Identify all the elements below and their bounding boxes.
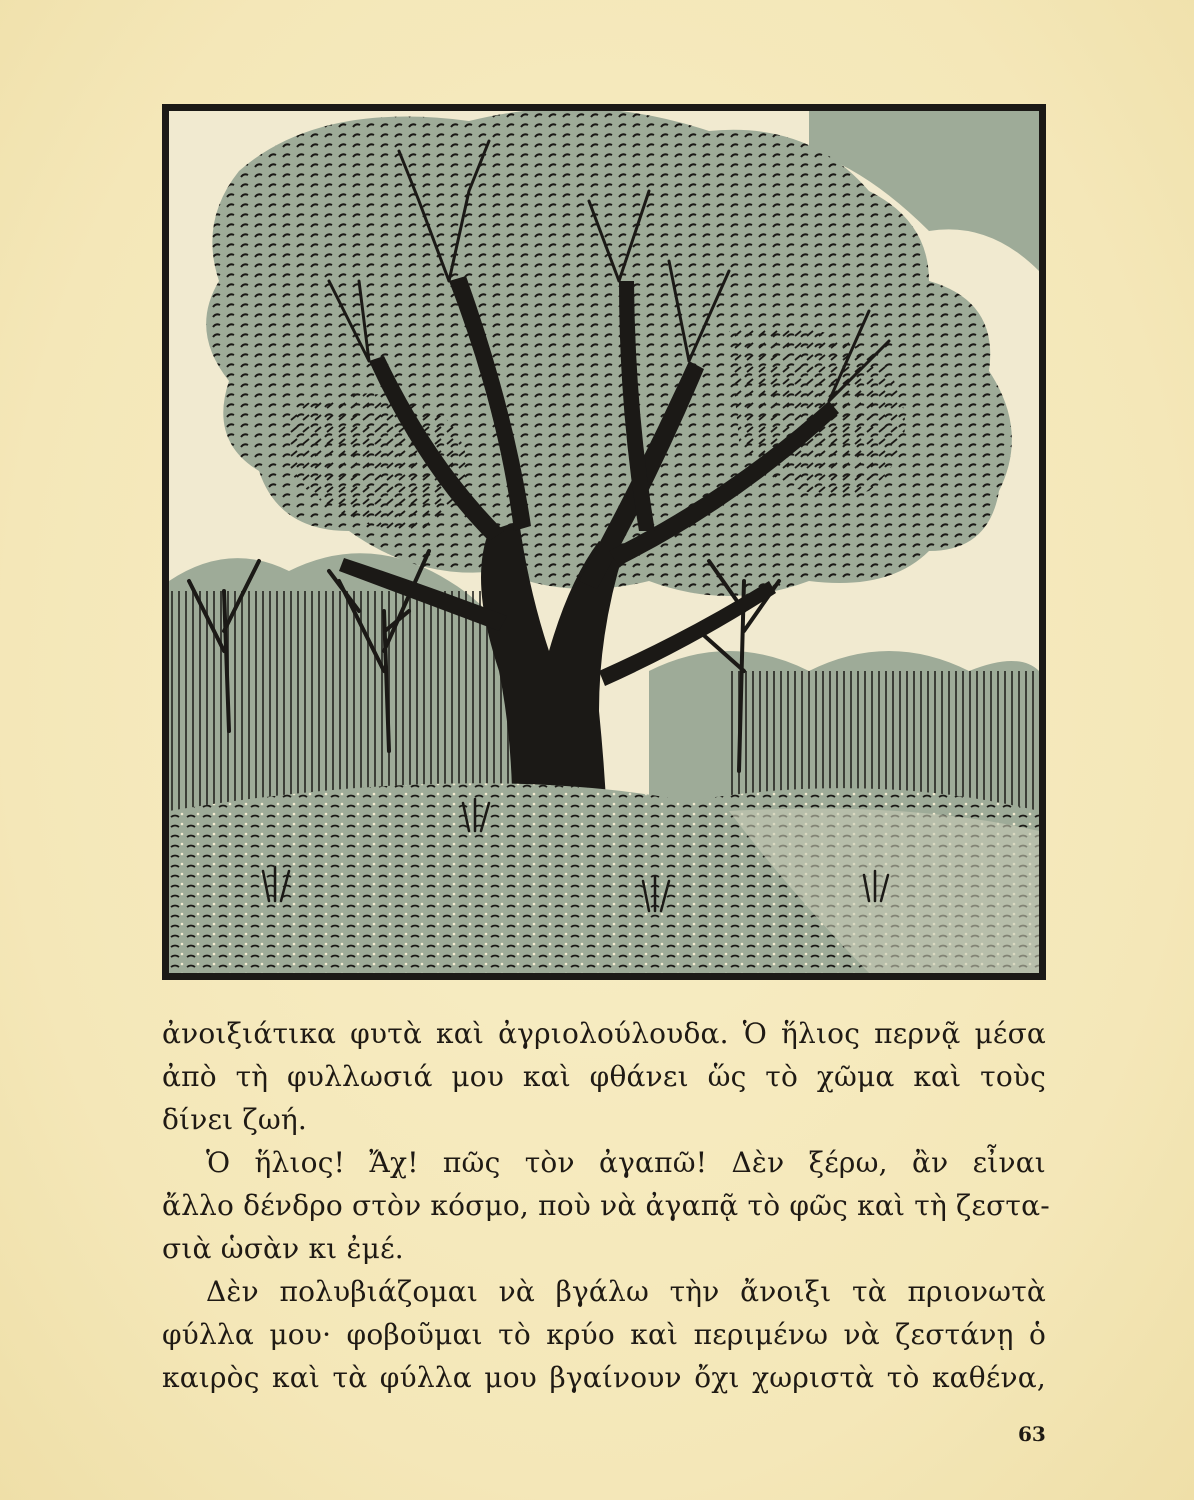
- tree-woodcut-illustration: [162, 104, 1046, 980]
- text-line: φύλλα μου· φοβοῦμαι τὸ κρύο καὶ περιμένω νὰ ζεστάνῃ ὁ: [162, 1318, 1046, 1351]
- text-line: σιὰ ὡσὰν κι ἐμέ.: [162, 1232, 404, 1265]
- text-line: ἄλλο δένδρο στὸν κόσμο, ποὺ νὰ ἀγαπᾷ τὸ φῶς καὶ τὴ ζεστα-: [162, 1189, 1050, 1222]
- text-line: δίνει ζωή.: [162, 1103, 307, 1136]
- text-line: Δὲν πολυβιάζομαι νὰ βγάλω τὴν ἄνοιξι τὰ πριονωτὰ: [206, 1275, 1046, 1308]
- text-line: Ὁ ἥλιος! Ἄχ! πῶς τὸν ἀγαπῶ! Δὲν ξέρω, ἂν εἶναι: [206, 1146, 1046, 1179]
- text-line: ἀπὸ τὴ φυλλωσιά μου καὶ φθάνει ὥς τὸ χῶμα καὶ τοὺς: [162, 1060, 1046, 1093]
- tree-woodcut-image: [169, 111, 1039, 973]
- text-line: καιρὸς καὶ τὰ φύλλα μου βγαίνουν ὄχι χωριστὰ τὸ καθένα,: [162, 1361, 1046, 1394]
- page-number: 63: [1018, 1422, 1046, 1446]
- text-line: ἀνοιξιάτικα φυτὰ καὶ ἀγριολούλουδα. Ὁ ἥλιος περνᾷ μέσα: [162, 1017, 1046, 1050]
- body-text: [162, 1012, 1050, 1399]
